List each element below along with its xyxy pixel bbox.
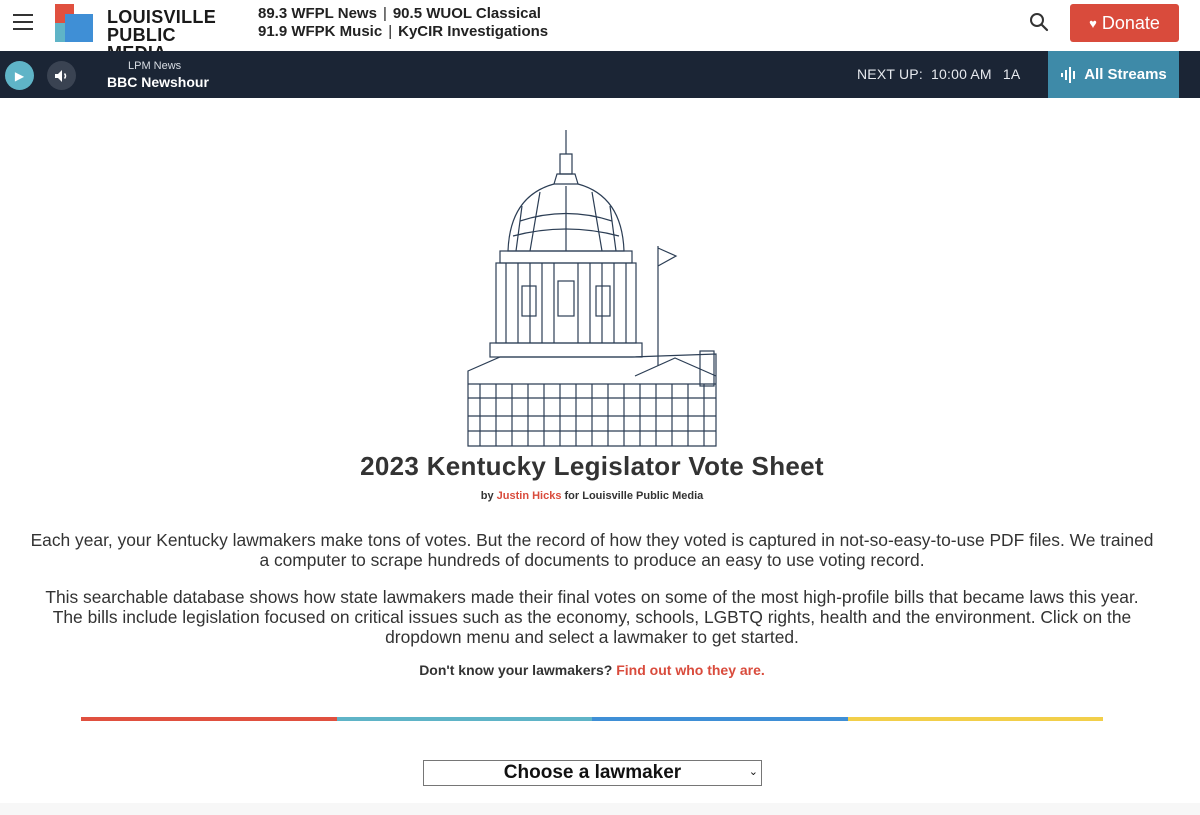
- color-stripe-yellow: [848, 717, 1103, 721]
- lawmaker-help: [0, 662, 1184, 678]
- station-link-wuol[interactable]: 90.5 WUOL Classical: [392, 5, 541, 22]
- heart-icon: ♥: [1089, 15, 1097, 31]
- author-link[interactable]: Justin Hicks: [496, 490, 562, 502]
- lawmaker-dropdown[interactable]: [423, 760, 762, 786]
- byline-prefix: by: [480, 490, 494, 502]
- chevron-down-icon: ⌄: [748, 766, 758, 778]
- color-stripe-teal: [337, 717, 592, 721]
- donate-label: Donate: [1101, 12, 1160, 33]
- audio-wave-icon: [1060, 67, 1078, 83]
- volume-icon[interactable]: [47, 61, 76, 90]
- now-playing-station: LPM News: [128, 60, 182, 72]
- logo-line1: LOUISVILLE: [107, 7, 217, 27]
- donate-button[interactable]: [1070, 4, 1179, 42]
- find-lawmakers-link[interactable]: Find out who they are.: [616, 662, 765, 678]
- byline-suffix: for Louisville Public Media: [564, 490, 704, 502]
- menu-icon[interactable]: [13, 14, 33, 31]
- lawmaker-dropdown-value: Choose a lawmaker: [503, 762, 682, 783]
- next-up-time: 10:00 AM: [931, 66, 992, 82]
- now-playing-show: BBC Newshour: [107, 74, 209, 90]
- search-icon[interactable]: [1029, 12, 1051, 34]
- station-link-wfpk[interactable]: 91.9 WFPK Music: [258, 23, 383, 40]
- next-up-label: NEXT UP:: [857, 66, 923, 82]
- logo-mark: [55, 4, 93, 42]
- station-links: [258, 5, 548, 41]
- site-header: [0, 0, 1200, 51]
- color-stripe-red: [81, 717, 337, 721]
- color-stripe-blue: [592, 717, 848, 721]
- station-link-kycir[interactable]: KyCIR Investigations: [398, 23, 549, 40]
- station-link-wfpl[interactable]: 89.3 WFPL News: [258, 5, 377, 22]
- station-separator: |: [382, 5, 387, 22]
- intro-paragraph: Each year, your Kentucky lawmakers make tons of votes. But the record of how they voted is captured in not-so-easy-to-use PDF files. We trained a computer to scrape hundreds of documents to produce an easy to use voting record.: [30, 530, 1154, 570]
- play-icon[interactable]: ▶: [5, 61, 34, 90]
- next-up: [857, 66, 1020, 82]
- now-playing: [107, 59, 209, 91]
- site-logo[interactable]: [55, 4, 235, 44]
- live-player-bar: [0, 51, 1200, 98]
- logo-line2: PUBLIC: [107, 25, 176, 45]
- lawmaker-help-question: Don't know your lawmakers?: [419, 662, 613, 678]
- instructions-paragraph: This searchable database shows how state lawmakers made their final votes on some of the most high-profile bills that became laws this year. The bills include legislation focused on critical issues such as the economy, schools, LGBTQ rights, health and the environment. Click on the dropdown menu and select a lawmaker to get started.: [45, 587, 1139, 647]
- all-streams-label: All Streams: [1084, 66, 1167, 83]
- next-up-show: 1A: [1002, 66, 1021, 82]
- capitol-illustration: [460, 126, 725, 450]
- all-streams-button[interactable]: [1048, 51, 1179, 98]
- page-bottom-edge: [0, 803, 1200, 815]
- byline: [0, 490, 1184, 502]
- station-separator: |: [388, 23, 393, 40]
- page-title: 2023 Kentucky Legislator Vote Sheet: [360, 451, 824, 481]
